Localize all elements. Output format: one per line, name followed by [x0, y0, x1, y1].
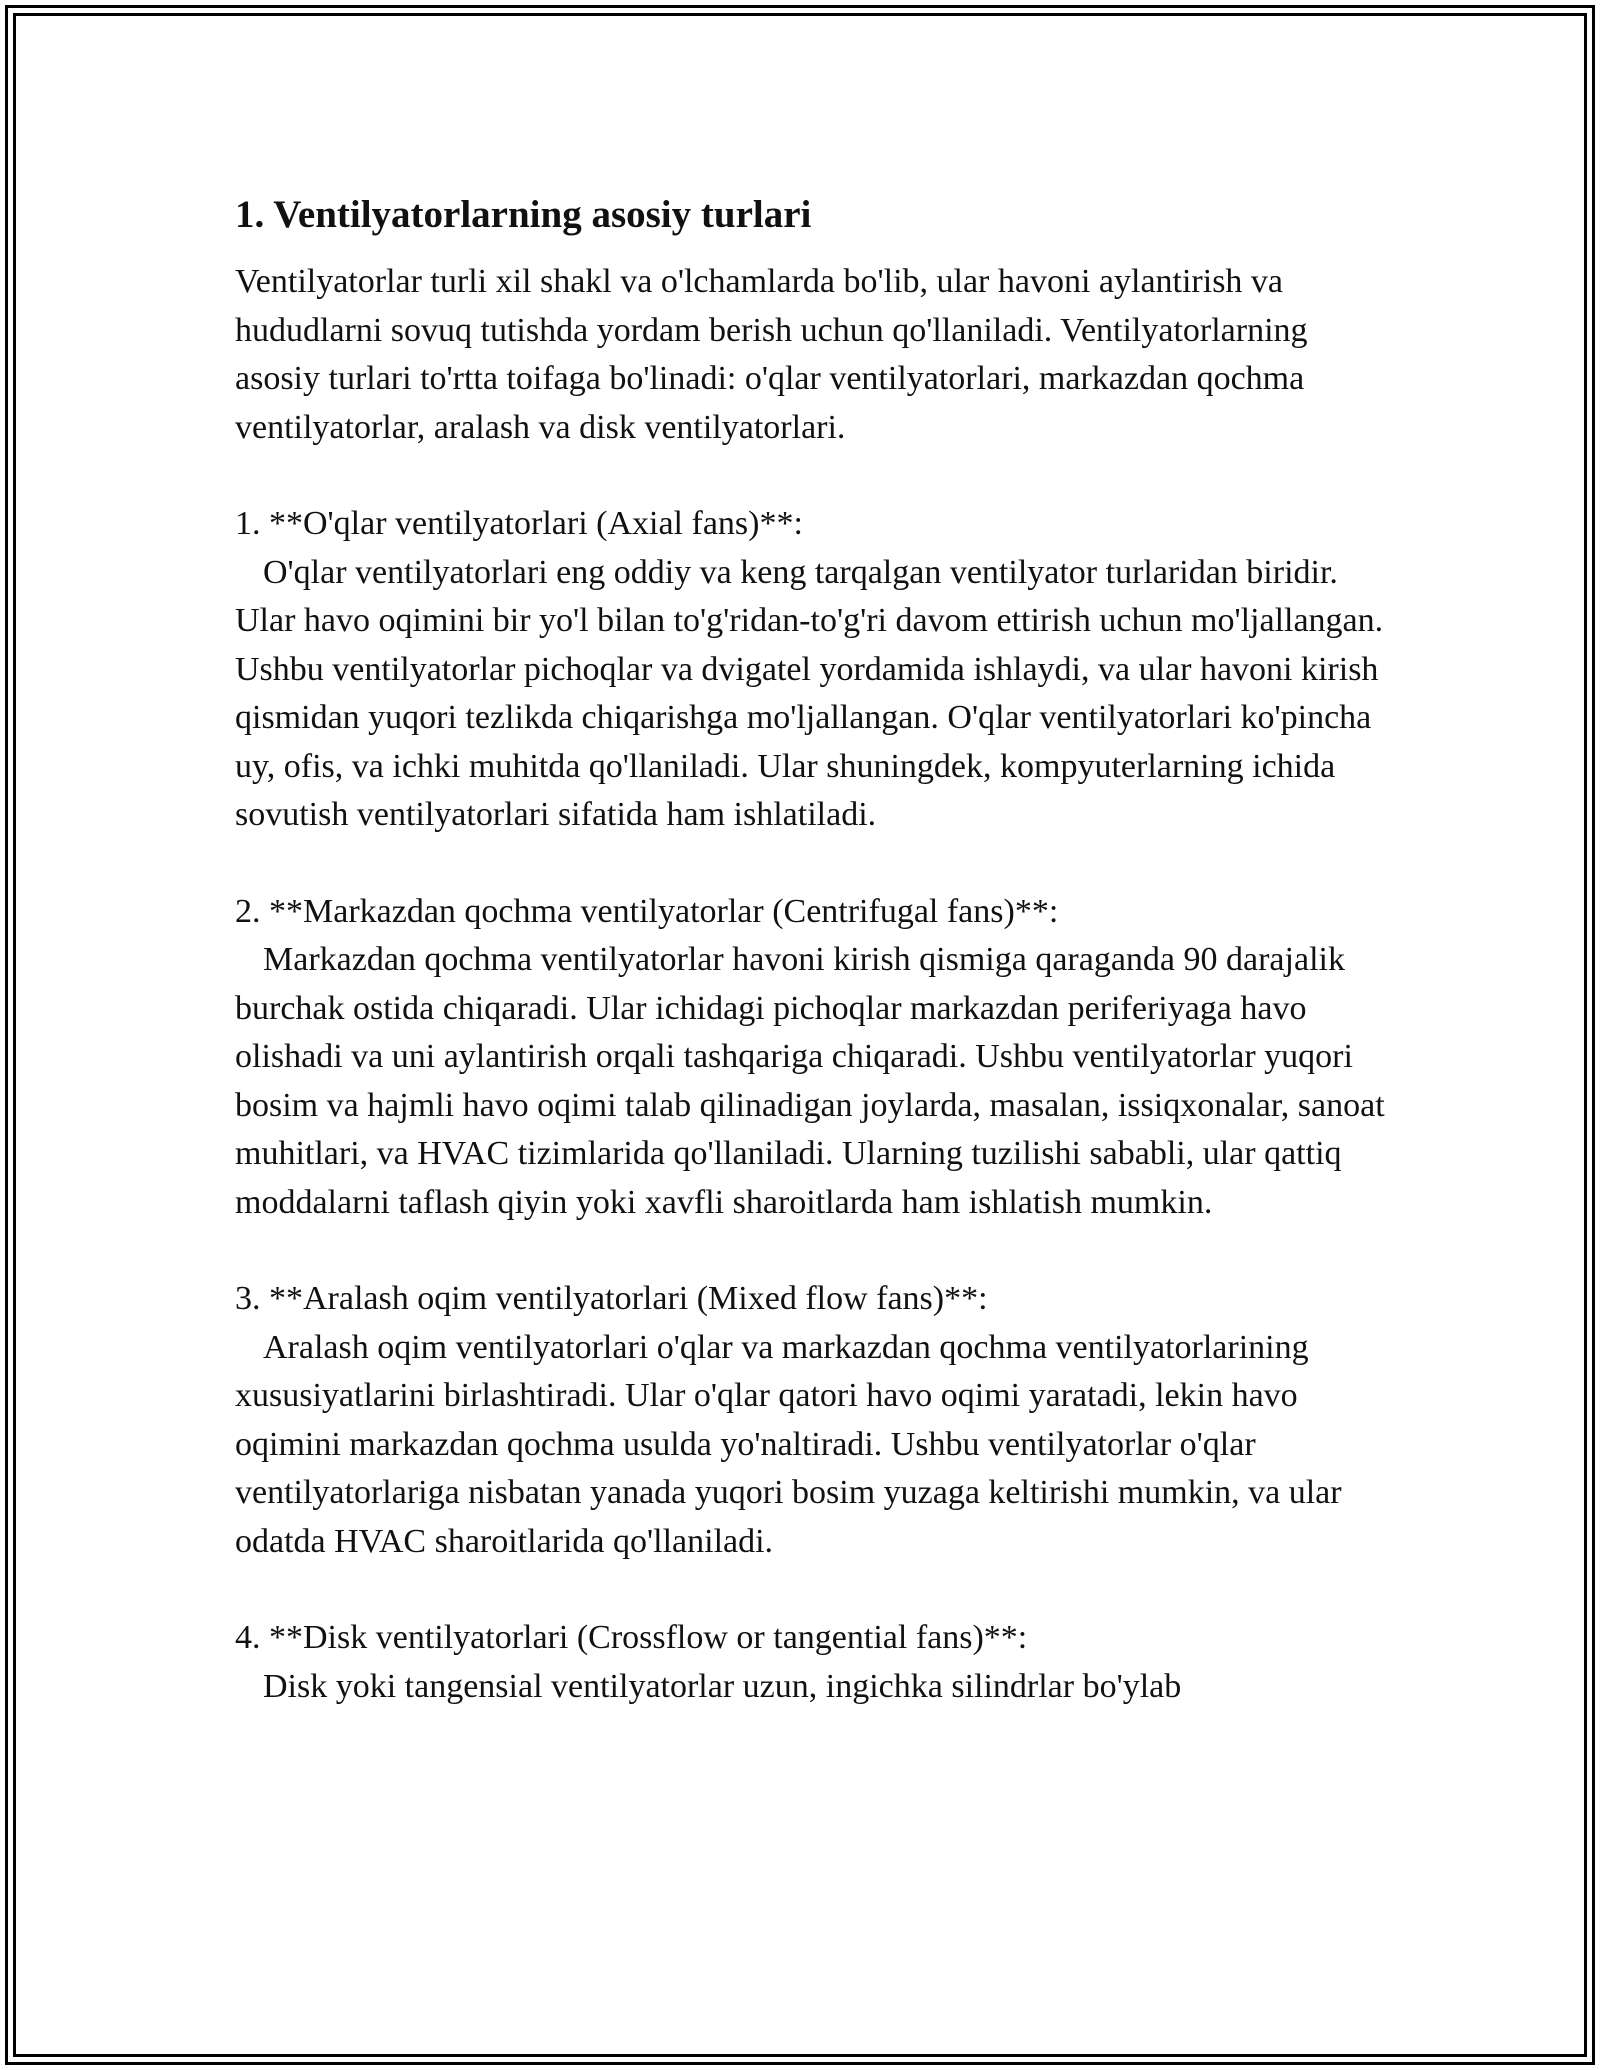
document-body	[235, 182, 1385, 1711]
section-title: 1. **O'qlar ventilyatorlari (Axial fans)**:	[235, 505, 803, 542]
document-heading: 1. Ventilyatorlarning asosiy turlari	[235, 193, 812, 236]
section-body: Markazdan qochma ventilyatorlar havoni kirish qismiga qaraganda 90 darajalik burchak ostida chiqaradi. Ular ichidagi pichoqlar markazdan periferiyaga havo olishadi va uni aylantirish orqali tashqariga chiqaradi. Ushbu ventilyatorlar yuqori bosim va hajmli havo oqimi talab qilinadigan joylarda, masalan, issiqxonalar, sanoat muhitlari, va HVAC tizimlarida qo'llaniladi. Ularning tuzilishi sababli, ular qattiq moddalarni taflash qiyin yoki xavfli sharoitlarda ham ishlatish mumkin.	[235, 941, 1385, 1221]
section-mixed-flow-fans	[235, 1275, 1385, 1566]
section-crossflow-fans	[235, 1614, 1385, 1711]
section-body: O'qlar ventilyatorlari eng oddiy va keng tarqalgan ventilyator turlaridan biridir. Ular havo oqimini bir yo'l bilan to'g'ridan-to'g'ri davom ettirish uchun mo'ljallangan. Ushbu ventilyatorlar pichoqlar va dvigatel yordamida ishlaydi, va ular havoni kirish qismidan yuqori tezlikda chiqarishga mo'ljallangan. O'qlar ventilyatorlari ko'pincha uy, ofis, va ichki muhitda qo'llaniladi. Ular shuningdek, kompyuterlarning ichida sovutish ventilyatorlari sifatida ham ishlatiladi.	[235, 553, 1384, 833]
section-axial-fans	[235, 500, 1385, 840]
section-title: 4. **Disk ventilyatorlari (Crossflow or tangential fans)**:	[235, 1619, 1028, 1656]
section-title: 2. **Markazdan qochma ventilyatorlar (Centrifugal fans)**:	[235, 892, 1059, 930]
section-body: Disk yoki tangensial ventilyatorlar uzun, ingichka silindrlar bo'ylab	[263, 1667, 1182, 1705]
section-body: Aralash oqim ventilyatorlari o'qlar va markazdan qochma ventilyatorlarining xususiyatlarini birlashtiradi. Ular o'qlar qatori havo oqimi yaratadi, lekin havo oqimini markazdan qochma usulda yo'naltiradi. Ushbu ventilyatorlar o'qlar ventilyatorlariga nisbatan yanada yuqori bosim yuzaga keltirishi mumkin, va ular odatda HVAC sharoitlarida qo'llaniladi.	[235, 1328, 1342, 1560]
section-title: 3. **Aralash oqim ventilyatorlari (Mixed flow fans)**:	[235, 1280, 988, 1317]
intro-paragraph: Ventilyatorlar turli xil shakl va o'lchamlarda bo'lib, ular havoni aylantirish va hududlarni sovuq tutishda yordam berish uchun qo'llaniladi. Ventilyatorlarning asosiy turlari to'rtta toifaga bo'linadi: o'qlar ventilyatorlari, markazdan qochma ventilyatorlar, aralash va disk ventilyatorlari.	[235, 263, 1308, 446]
section-centrifugal-fans	[235, 888, 1385, 1228]
